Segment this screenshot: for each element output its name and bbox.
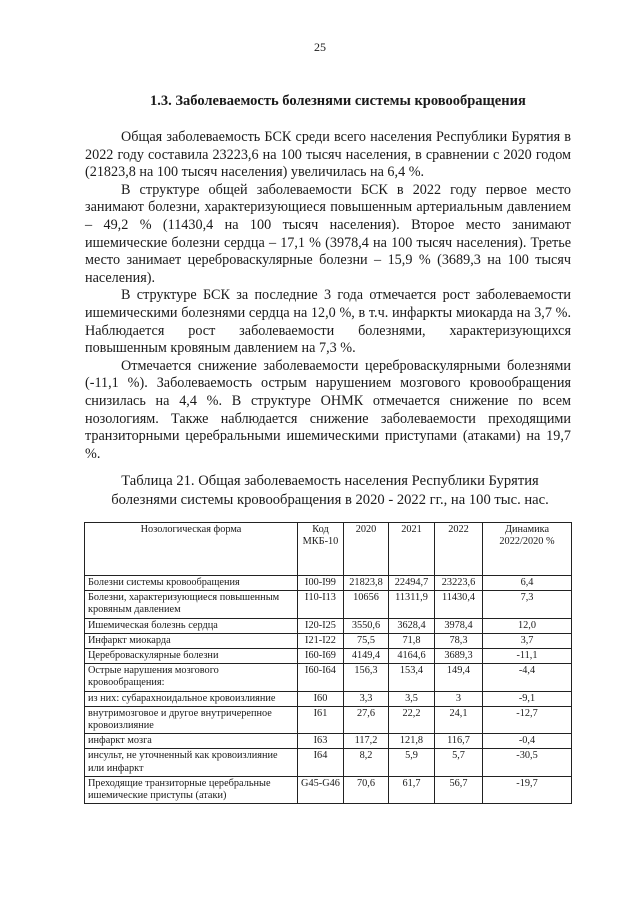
icd-code-cell: G45-G46 <box>298 776 344 803</box>
icd-code-cell: I21-I22 <box>298 633 344 648</box>
value-cell: 22494,7 <box>389 576 435 591</box>
page-number: 25 <box>314 40 326 54</box>
morbidity-table <box>84 522 572 804</box>
value-cell: 3628,4 <box>389 618 435 633</box>
column-header: Динамика 2022/2020 % <box>483 523 572 576</box>
value-cell: 21823,8 <box>344 576 389 591</box>
paragraph: В структуре общей заболеваемости БСК в 2022 году первое место занимают болезни, характеризующиеся повышенным артериальным давлением – 49,2 % (11430,4 на 100 тысяч населения). Второе место занимают ишемические болезни сердца – 17,1 % (3978,4 на 100 тысяч населения). Третье место занимает цереброваскулярные болезни – 15,9 % (3689,3 на 100 тысяч населения). <box>85 181 571 286</box>
section-title: 1.3. Заболеваемость болезнями системы кровообращения <box>150 93 526 109</box>
paragraph: Отмечается снижение заболеваемости цереброваскулярными болезнями (-11,1 %). Заболеваемость острым нарушением мозгового кровообращения снизилась на 4,4 %. В структуре ОНМК отмечается снижение по всем нозологиям. Также наблюдается снижение заболеваемости преходящими транзиторными церебральными ишемическими приступами (атаками) на 19,7 %. <box>85 357 571 462</box>
paragraph: В структуре БСК за последние 3 года отмечается рост заболеваемости ишемическими болезнями сердца на 12,0 %, в т.ч. инфаркты миокарда на 3,7 %. Наблюдается рост заболеваемости болезнями, характеризующихся повышенным кровяным давлением на 7,3 %. <box>85 287 571 357</box>
table-row <box>85 664 572 691</box>
nosology-cell: инсульт, не уточненный как кровоизлияние или инфаркт <box>85 749 298 776</box>
value-cell: 149,4 <box>435 664 483 691</box>
value-cell: 10656 <box>344 591 389 618</box>
nosology-cell: из них: субарахноидальное кровоизлияние <box>85 691 298 706</box>
table-caption-line: Таблица 21. Общая заболеваемость населения Республики Бурятия <box>121 473 539 489</box>
column-header: 2020 <box>344 523 389 576</box>
value-cell: -11,1 <box>483 649 572 664</box>
icd-code-cell: I00-I99 <box>298 576 344 591</box>
table-row <box>85 776 572 803</box>
nosology-cell: Болезни системы кровообращения <box>85 576 298 591</box>
value-cell: -19,7 <box>483 776 572 803</box>
table-row <box>85 618 572 633</box>
table-row <box>85 691 572 706</box>
value-cell: 7,3 <box>483 591 572 618</box>
nosology-cell: Острые нарушения мозгового кровообращения: <box>85 664 298 691</box>
column-header: Код МКБ-10 <box>298 523 344 576</box>
value-cell: 6,4 <box>483 576 572 591</box>
nosology-cell: инфаркт мозга <box>85 734 298 749</box>
value-cell: 121,8 <box>389 734 435 749</box>
value-cell: 3550,6 <box>344 618 389 633</box>
value-cell: 61,7 <box>389 776 435 803</box>
table-row <box>85 706 572 733</box>
icd-code-cell: I64 <box>298 749 344 776</box>
value-cell: 3,5 <box>389 691 435 706</box>
value-cell: 23223,6 <box>435 576 483 591</box>
value-cell: -9,1 <box>483 691 572 706</box>
value-cell: 70,6 <box>344 776 389 803</box>
table-row <box>85 734 572 749</box>
icd-code-cell: I60-I69 <box>298 649 344 664</box>
icd-code-cell: I61 <box>298 706 344 733</box>
value-cell: 117,2 <box>344 734 389 749</box>
value-cell: 22,2 <box>389 706 435 733</box>
column-header: 2021 <box>389 523 435 576</box>
value-cell: -4,4 <box>483 664 572 691</box>
value-cell: 71,8 <box>389 633 435 648</box>
table-row <box>85 591 572 618</box>
value-cell: 27,6 <box>344 706 389 733</box>
value-cell: 156,3 <box>344 664 389 691</box>
value-cell: 3 <box>435 691 483 706</box>
table-row <box>85 633 572 648</box>
value-cell: 3978,4 <box>435 618 483 633</box>
column-header: 2022 <box>435 523 483 576</box>
value-cell: -0,4 <box>483 734 572 749</box>
icd-code-cell: I63 <box>298 734 344 749</box>
value-cell: 116,7 <box>435 734 483 749</box>
table-header-row <box>85 523 572 576</box>
nosology-cell: Болезни, характеризующиеся повышенным кровяным давлением <box>85 591 298 618</box>
table-caption <box>60 472 600 510</box>
table-row <box>85 576 572 591</box>
table-body <box>85 576 572 804</box>
value-cell: 3,3 <box>344 691 389 706</box>
value-cell: 11311,9 <box>389 591 435 618</box>
value-cell: 153,4 <box>389 664 435 691</box>
value-cell: 8,2 <box>344 749 389 776</box>
value-cell: 5,9 <box>389 749 435 776</box>
paragraph: Общая заболеваемость БСК среди всего населения Республики Бурятия в 2022 году составила 23223,6 на 100 тысяч населения, в сравнении с 2020 годом (21823,8 на 100 тысяч населения) увеличилась на 6,4 %. <box>85 129 571 181</box>
value-cell: 4164,6 <box>389 649 435 664</box>
value-cell: -12,7 <box>483 706 572 733</box>
value-cell: 11430,4 <box>435 591 483 618</box>
nosology-cell: Преходящие транзиторные церебральные ишемические приступы (атаки) <box>85 776 298 803</box>
value-cell: -30,5 <box>483 749 572 776</box>
value-cell: 12,0 <box>483 618 572 633</box>
nosology-cell: Ишемическая болезнь сердца <box>85 618 298 633</box>
icd-code-cell: I20-I25 <box>298 618 344 633</box>
value-cell: 4149,4 <box>344 649 389 664</box>
value-cell: 78,3 <box>435 633 483 648</box>
nosology-cell: Цереброваскулярные болезни <box>85 649 298 664</box>
value-cell: 56,7 <box>435 776 483 803</box>
body-text <box>85 129 571 463</box>
column-header: Нозологическая форма <box>85 523 298 576</box>
icd-code-cell: I10-I13 <box>298 591 344 618</box>
value-cell: 3,7 <box>483 633 572 648</box>
value-cell: 24,1 <box>435 706 483 733</box>
icd-code-cell: I60-I64 <box>298 664 344 691</box>
nosology-cell: внутримозговое и другое внутричерепное кровоизлияние <box>85 706 298 733</box>
table-row <box>85 649 572 664</box>
table-row <box>85 749 572 776</box>
nosology-cell: Инфаркт миокарда <box>85 633 298 648</box>
icd-code-cell: I60 <box>298 691 344 706</box>
value-cell: 75,5 <box>344 633 389 648</box>
value-cell: 3689,3 <box>435 649 483 664</box>
value-cell: 5,7 <box>435 749 483 776</box>
table-caption-line: болезнями системы кровообращения в 2020 - 2022 гг., на 100 тыс. нас. <box>111 492 549 508</box>
